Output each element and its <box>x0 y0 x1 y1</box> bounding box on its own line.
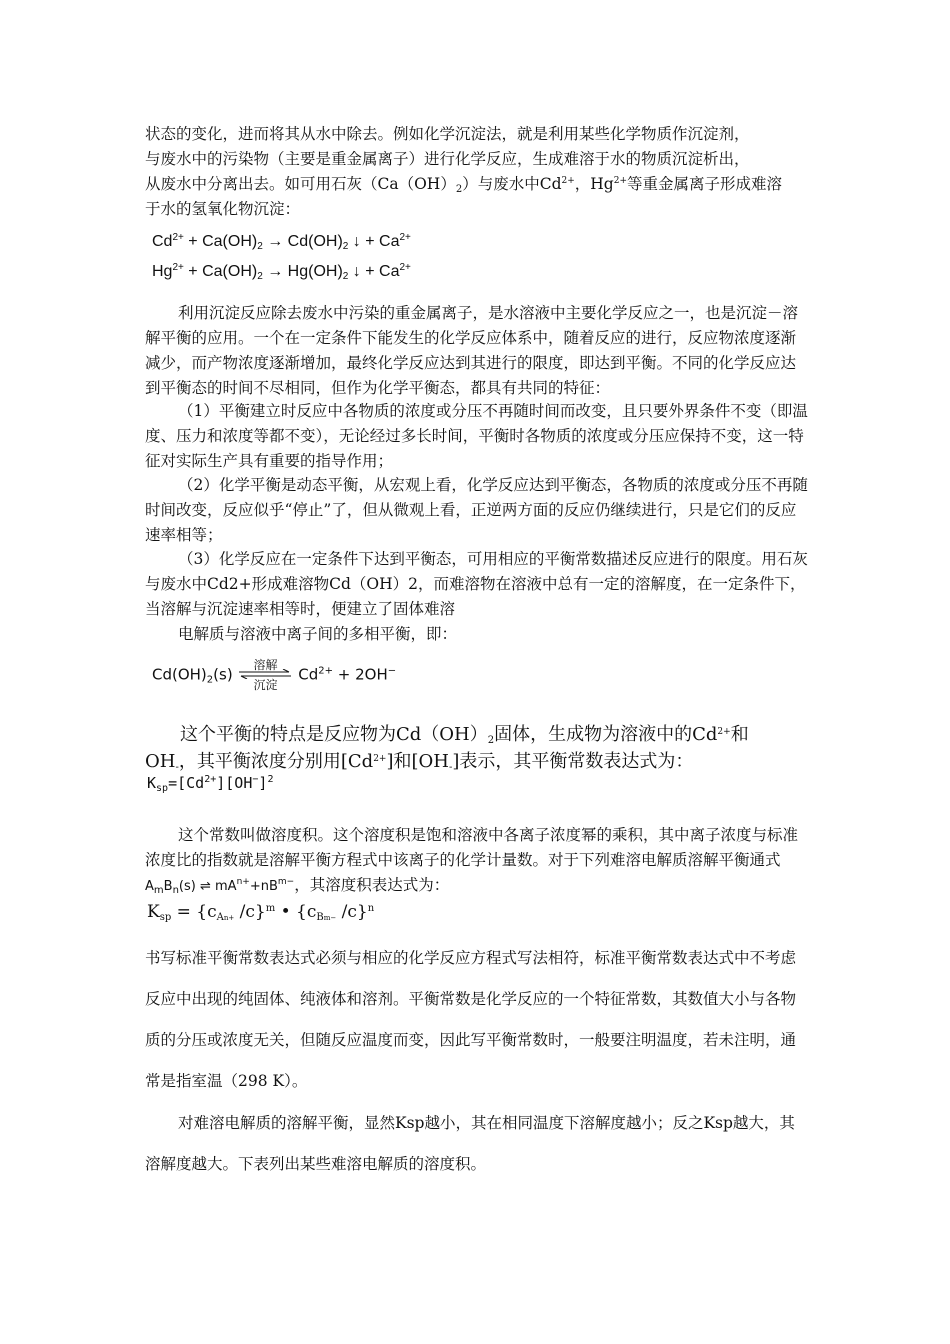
ksp-general-expression: $K_{sp} = \{c_{An+}$ /c}$^m$ • {$c_{Bm-}$ /c}$^n$ <box>147 902 375 923</box>
paragraph-4: （2）化学平衡是动态平衡，从宏观上看，化学反应达到平衡态，各物质的浓度或分压不再随时间改变，反应似乎“停止”了，但从微观上看，正逆两方面的反应仍继续进行，只是它们的反应速率相等； <box>145 476 808 544</box>
equation-cd: $Cd^{2+} + Ca(OH)_2 \to Cd(OH)_2$ ↓ + $Ca^{2+}$ <box>152 232 411 252</box>
equation-hg: $Hg^{2+} + Ca(OH)_2 \to Hg(OH)_2$ ↓ + $Ca^{2+}$ <box>152 262 411 282</box>
equation-dissolution: $Cd(OH)_2(s)$ 溶解 沉淀 $Cd^{2+} + 2OH^-$ <box>152 658 397 692</box>
paragraph-9: 书写标准平衡常数表达式必须与相应的化学反应方程式写法相符，标准平衡常数表达式中不考虑反应中出现的纯固体、纯液体和溶剂。平衡常数是化学反应的一个特征常数，其数值大小与各物质的分压或浓度无关，但随反应温度而变，因此写平衡常数时，一般要注明温度，若未注明，通常是指室温（298 K）。 <box>145 949 797 1090</box>
ksp-expression-cd: $K_{sp}=[Cd^{2+}][OH^-]^2$ <box>147 774 274 794</box>
equilibrium-arrow-icon: 溶解 沉淀 <box>239 660 291 690</box>
paragraph-5: （3）化学反应在一定条件下达到平衡态，可用相应的平衡常数描述反应进行的限度。用石灰与废水中Cd2+形成难溶物Cd（OH）2，而难溶物在溶液中总有一定的溶解度，在一定条件下，当溶解与沉淀速率相等时，便建立了固体难溶 <box>145 550 808 618</box>
paragraph-6: 电解质与溶液中离子间的多相平衡，即： <box>178 625 458 643</box>
paragraph-1: 状态的变化，进而将其从水中除去。例如化学沉淀法，就是利用某些化学物质作沉淀剂， 与废水中的污染物（主要是重金属离子）进行化学反应，生成难溶于水的物质沉淀析出， 从废水中分离出去。如可用石灰$(Ca(OH)_2)$与废水中$Cd^{2+}$，$Hg^{2+}$等重金属离子形成难溶 于水的氢氧化物沉淀： <box>145 125 783 218</box>
paragraph-10: 对难溶电解质的溶解平衡，显然Ksp越小，其在相同温度下溶解度越小；反之Ksp越大，其溶解度越大。下表列出某些难溶电解质的溶度积。 <box>145 1114 795 1173</box>
general-formula: $A_mB_n(s)$ ⇌ $mA^{n+}+nB^{m-}$ <box>145 877 295 896</box>
paragraph-3: （1）平衡建立时反应中各物质的浓度或分压不再随时间而改变，且只要外界条件不变（即温度、压力和浓度等都不变），无论经过多长时间，平衡时各物质的浓度或分压应保持不变，这一特征对实际生产具有重要的指导作用； <box>145 402 808 470</box>
paragraph-7: 这个平衡的特点是反应物为$Cd(OH)_2$固体，生成物为溶液中的$Cd^{2+}$和 $OH_-$，其平衡浓度分别用$[Cd^{2+}]$和$[OH_-]$表示，其平衡常数表达式为： <box>145 724 749 773</box>
paragraph-8: 这个常数叫做溶度积。这个溶度积是饱和溶液中各离子浓度幂的乘积，其中离子浓度与标准浓度比的指数就是溶解平衡方程式中该离子的化学计量数。对于下列难溶电解质溶解平衡通式 $A_mB_n(s)$ ⇌ $mA^{n+}+nB^{m-}$，其溶度积表达式为： <box>145 826 799 896</box>
paragraph-2: 利用沉淀反应除去废水中污染的重金属离子，是水溶液中主要化学反应之一，也是沉淀－溶解平衡的应用。一个在一定条件下能发生的化学反应体系中，随着反应的进行，反应物浓度逐渐减少，而产物浓度逐渐增加，最终化学反应达到其进行的限度，即达到平衡。不同的化学反应达到平衡态的时间不尽相同，但作为化学平衡态，都具有共同的特征： <box>145 304 799 397</box>
